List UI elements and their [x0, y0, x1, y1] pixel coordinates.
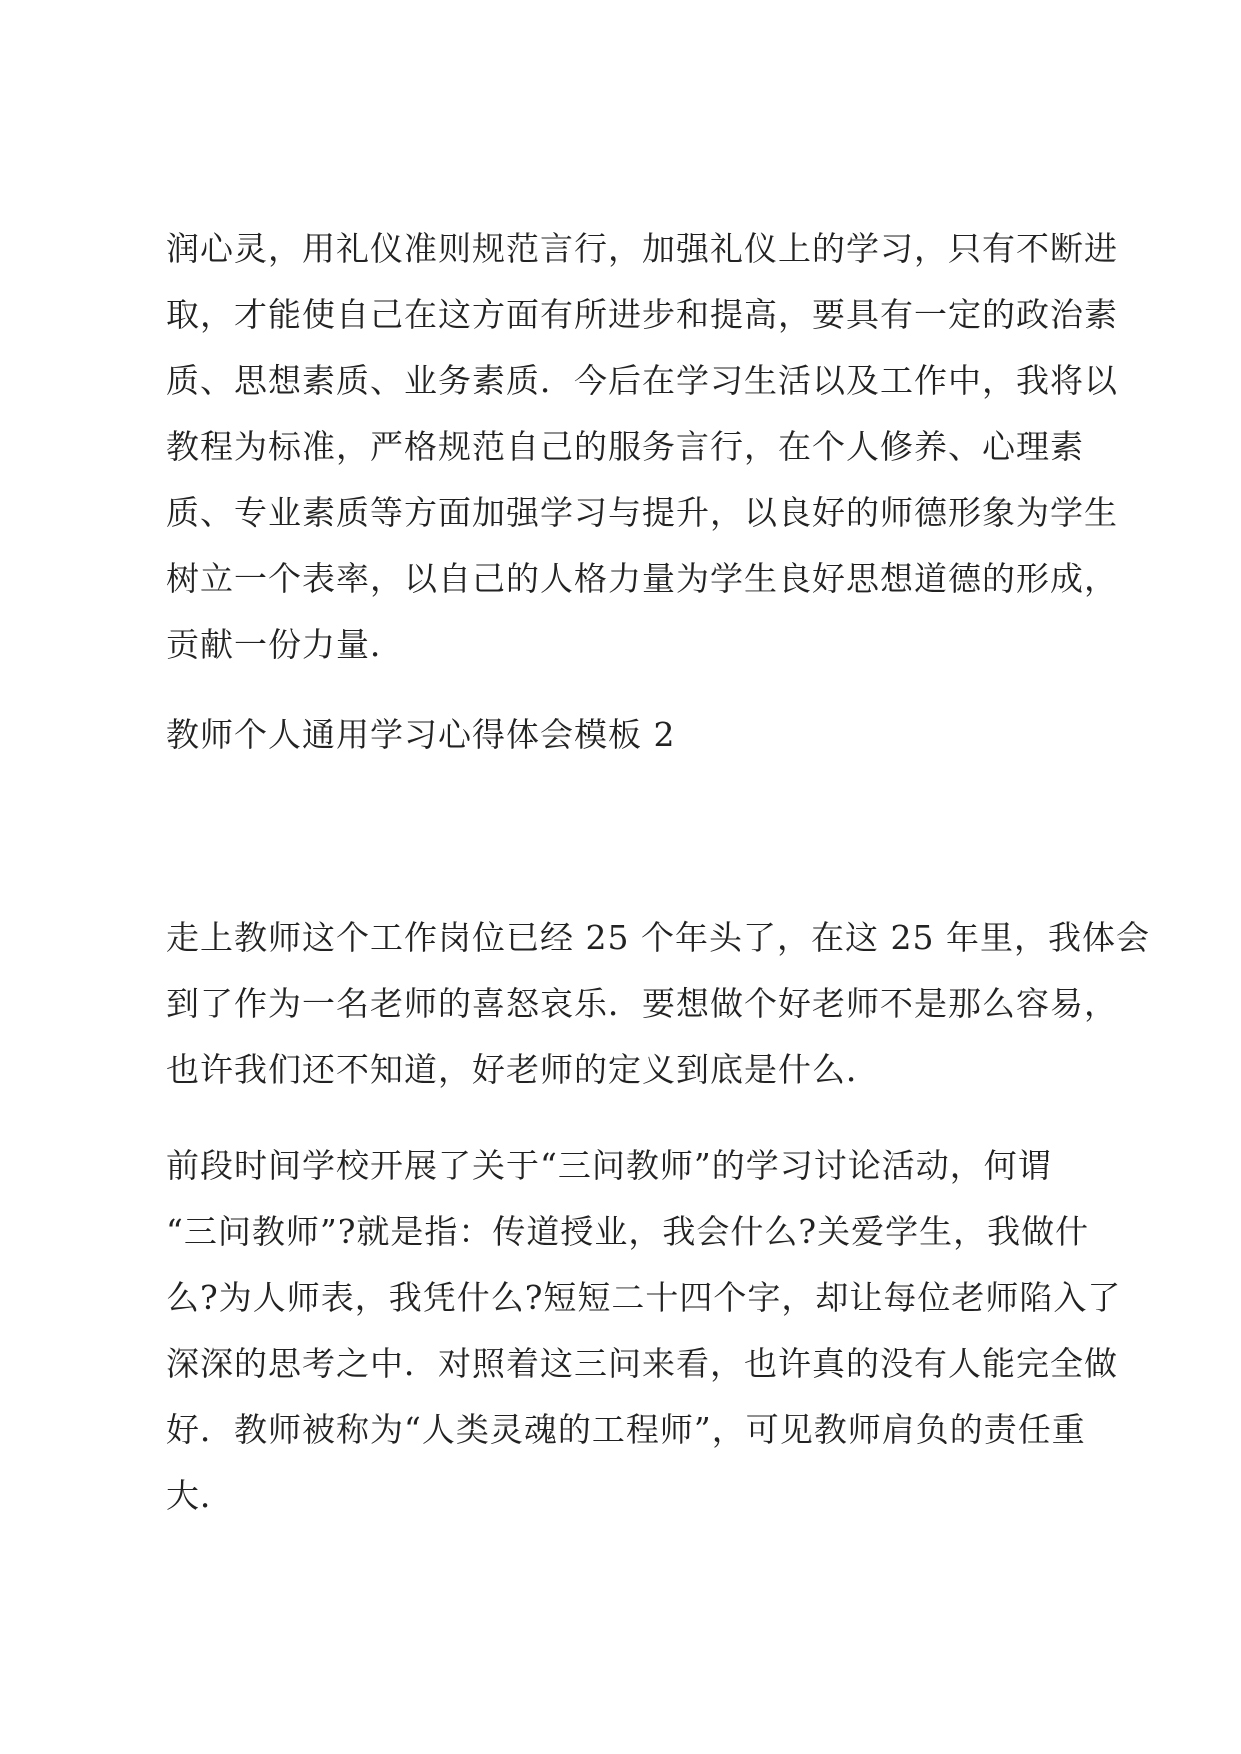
paragraph-line: 教程为标准，严格规范自己的服务言行，在个人修养、心理素 [166, 427, 1084, 466]
paragraph-line: 润心灵，用礼仪准则规范言行，加强礼仪上的学习，只有不断进 [166, 229, 1118, 268]
paragraph-line: 深深的思考之中．对照着这三问来看，也许真的没有人能完全做 [166, 1344, 1118, 1383]
paragraph-line: 取，才能使自己在这方面有所进步和提高，要具有一定的政治素 [166, 295, 1118, 334]
paragraph-line: 大． [166, 1476, 234, 1515]
paragraph-line: 好．教师被称为“人类灵魂的工程师”，可见教师肩负的责任重 [166, 1410, 1086, 1449]
paragraph-line: 贡献一份力量． [166, 625, 404, 664]
paragraph-3 [166, 1133, 1122, 1529]
paragraph-line: 质、思想素质、业务素质．今后在学习生活以及工作中，我将以 [166, 361, 1118, 400]
paragraph-line: 走上教师这个工作岗位已经 25 个年头了，在这 25 年里，我体会 [166, 918, 1150, 957]
paragraph-line: 也许我们还不知道，好老师的定义到底是什么． [166, 1050, 880, 1089]
paragraph-line: 么?为人师表，我凭什么?短短二十四个字，却让每位老师陷入了 [166, 1278, 1122, 1317]
paragraph-1 [166, 216, 1118, 678]
paragraph-line: 前段时间学校开展了关于“三问教师”的学习讨论活动，何谓 [166, 1146, 1052, 1185]
paragraph-line: 到了作为一名老师的喜怒哀乐．要想做个好老师不是那么容易， [166, 984, 1118, 1023]
paragraph-line: 质、专业素质等方面加强学习与提升，以良好的师德形象为学生 [166, 493, 1118, 532]
paragraph-line: 树立一个表率，以自己的人格力量为学生良好思想道德的形成， [166, 559, 1118, 598]
section-heading-text: 教师个人通用学习心得体会模板 2 [166, 715, 676, 754]
section-heading [166, 702, 1096, 768]
paragraph-2 [166, 905, 1150, 1103]
paragraph-line: “三问教师”?就是指：传道授业，我会什么?关爱学生，我做什 [166, 1212, 1090, 1251]
